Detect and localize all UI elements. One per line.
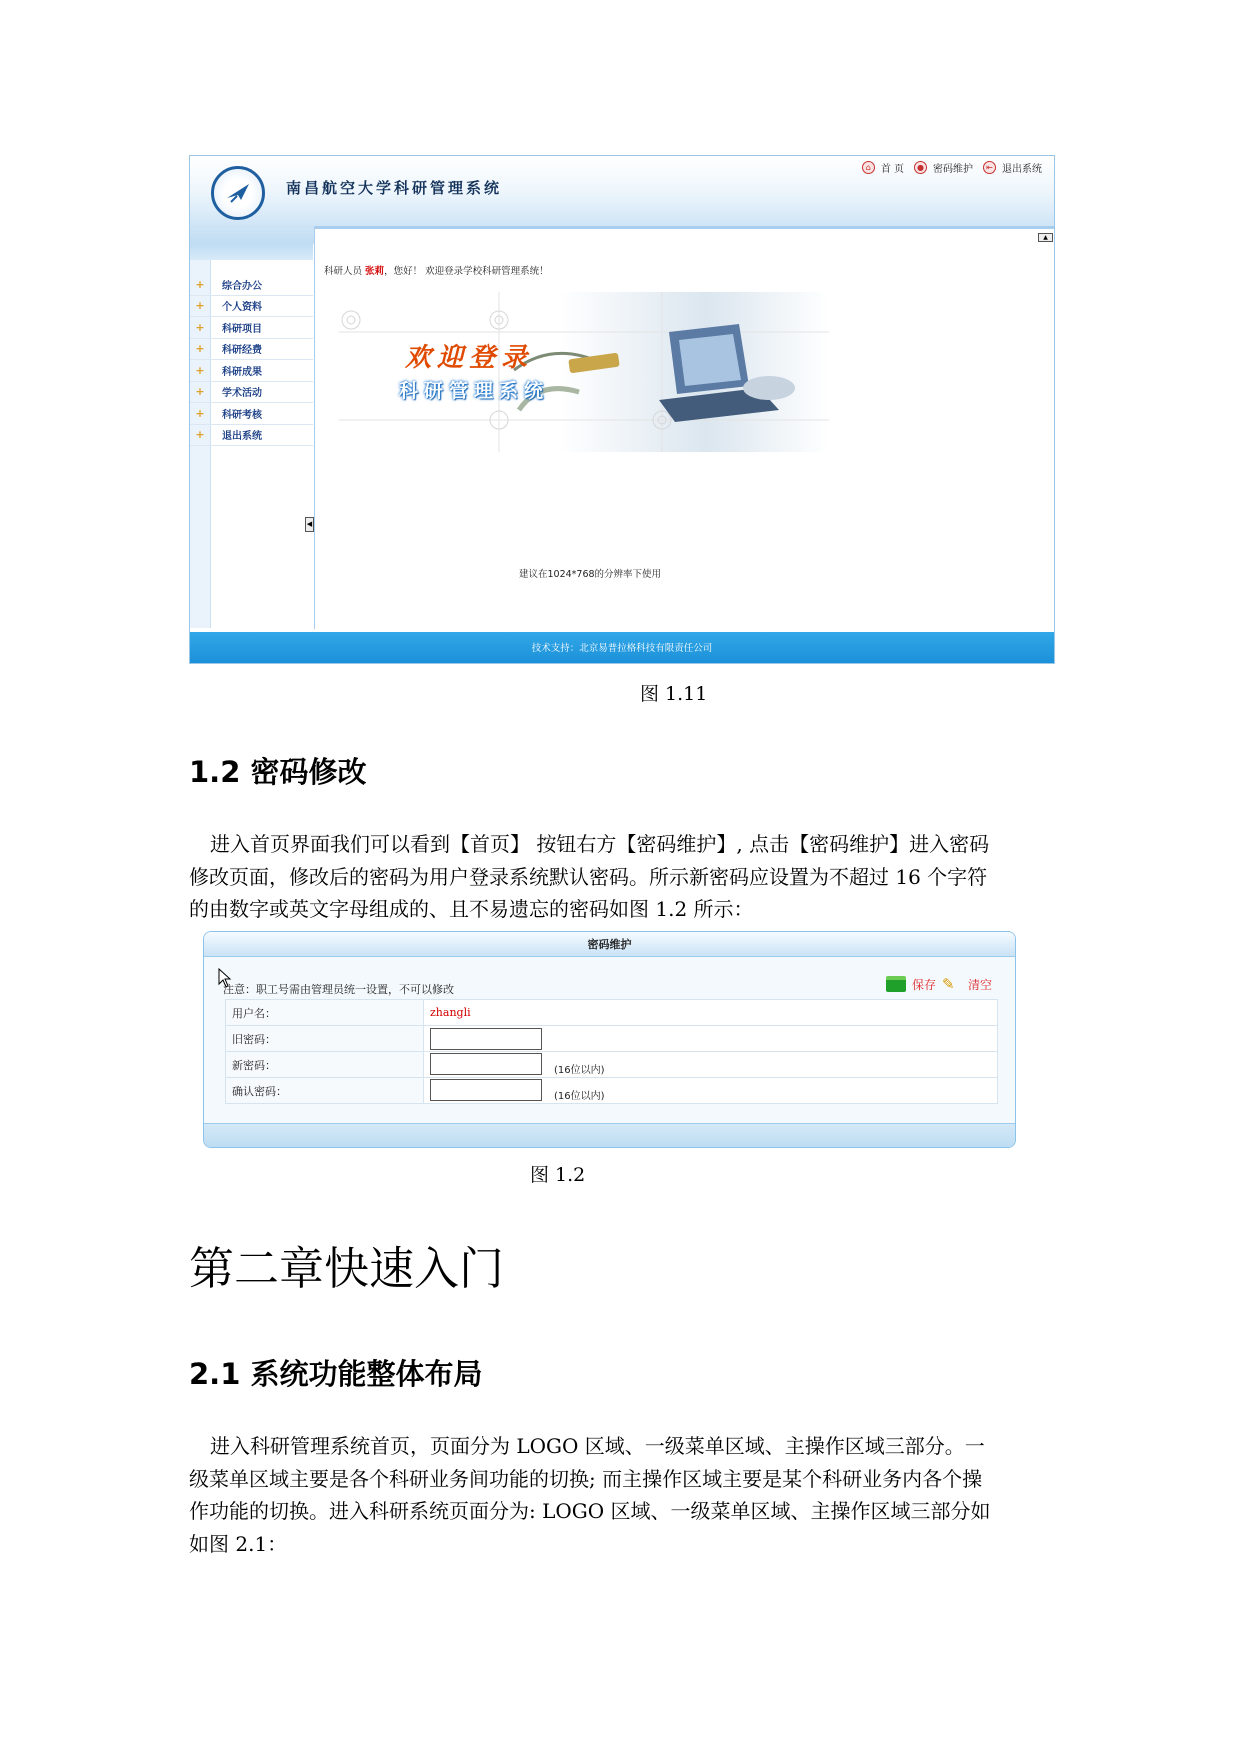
confirm-password-input[interactable] (430, 1079, 542, 1101)
save-icon (886, 976, 906, 992)
sidebar (190, 244, 313, 628)
form-actions (886, 975, 992, 993)
menu-item-academic[interactable]: + 学术活动 (190, 382, 313, 404)
plane-logo-icon (223, 178, 253, 208)
password-form-table (225, 999, 998, 1104)
table-row: 新密码： (16位以内) (226, 1052, 998, 1078)
clear-icon: ✎ (941, 975, 955, 993)
greeting: 科研人员 张莉，您好！ 欢迎登录学校科研管理系统！ (324, 266, 549, 277)
banner-welcome-text: 欢迎登录 (405, 343, 534, 373)
user-name: 张莉 (365, 266, 385, 277)
password-link[interactable]: ● 密码维护 (914, 160, 973, 175)
plus-icon: + (195, 277, 205, 291)
section-heading-2-1: 2.1 系统功能整体布局 (189, 1357, 483, 1391)
menu-item-office[interactable]: + 综合办公 (190, 274, 313, 296)
length-hint: (16位以内) (554, 1065, 605, 1076)
sidebar-menu (190, 274, 313, 446)
menu-item-projects[interactable]: + 科研项目 (190, 317, 313, 339)
table-row: 确认密码： (16位以内) (226, 1078, 998, 1104)
banner-system-text: 科研管理系统 (399, 380, 550, 402)
new-password-input[interactable] (430, 1053, 542, 1075)
menu-item-funds[interactable]: + 科研经费 (190, 339, 313, 361)
menu-item-results[interactable]: + 科研成果 (190, 360, 313, 382)
paragraph-2-1: 进入科研管理系统首页，页面分为 LOGO 区域、一级菜单区域、主操作区域三部分。一 级菜单区域主要是各个科研业务间功能的切换; 而主操作区域主要是某个科研业务内各个操 作功能的切换。进入科研系统页面分为: LOGO 区域、一级菜单区域、主操作区域三部分如 如图 2.1： (189, 1434, 991, 1556)
old-password-input[interactable] (430, 1028, 542, 1050)
save-button[interactable]: 保存 (911, 977, 936, 992)
table-row: 旧密码： (226, 1026, 998, 1052)
figure-caption-1-11: 图 1.11 (640, 683, 708, 705)
resolution-note: 建议在1024*768的分辨率下使用 (519, 569, 662, 580)
plus-icon: + (195, 320, 205, 334)
key-icon: ● (914, 161, 927, 174)
table-row: 用户名： zhangli (226, 1000, 998, 1026)
password-form-screenshot (203, 931, 1016, 1148)
form-note: 注意：职工号需由管理员统一设置，不可以修改 (223, 983, 454, 996)
top-links (862, 160, 1042, 175)
section-heading-1-2: 1.2 密码修改 (189, 755, 367, 789)
home-link[interactable]: ⌂ 首 页 (862, 160, 904, 175)
length-hint: (16位以内) (554, 1091, 605, 1102)
system-title: 南昌航空大学科研管理系统 (286, 179, 503, 197)
form-title: 密码维护 (204, 932, 1015, 957)
chapter-heading: 第二章快速入门 (189, 1242, 505, 1295)
main-area (314, 226, 1055, 629)
menu-item-assessment[interactable]: + 科研考核 (190, 403, 313, 425)
welcome-banner (339, 292, 829, 452)
plus-icon: + (195, 342, 205, 356)
plus-icon: + (195, 299, 205, 313)
menu-item-profile[interactable]: + 个人资料 (190, 296, 313, 318)
collapse-sidebar-icon[interactable]: ◀ (305, 517, 314, 532)
exit-icon: ⇤ (983, 161, 996, 174)
home-icon: ⌂ (862, 161, 875, 174)
clear-button[interactable]: 清空 (967, 977, 992, 992)
university-logo (211, 166, 265, 220)
logout-link[interactable]: ⇤ 退出系统 (983, 160, 1042, 175)
collapse-header-icon[interactable]: ▲ (1038, 233, 1053, 242)
plus-icon: + (195, 385, 205, 399)
plus-icon: + (195, 406, 205, 420)
plus-icon: + (195, 363, 205, 377)
plus-icon: + (195, 428, 205, 442)
figure-caption-1-2: 图 1.2 (530, 1164, 586, 1186)
footer: 技术支持：北京易普拉格科技有限责任公司 (190, 632, 1054, 664)
username-value: zhangli (430, 1006, 471, 1019)
homepage-screenshot (189, 155, 1055, 664)
paragraph-1-2: 进入首页界面我们可以看到【首页】 按钮右方【密码维护】, 点击【密码维护】进入密码 修改页面，修改后的密码为用户登录系统默认密码。所示新密码应设置为不超过 16 个字符 的由数字或英文字母组成的、且不易遗忘的密码如图 1.2 所示： (189, 832, 990, 921)
menu-item-logout[interactable]: + 退出系统 (190, 425, 313, 447)
